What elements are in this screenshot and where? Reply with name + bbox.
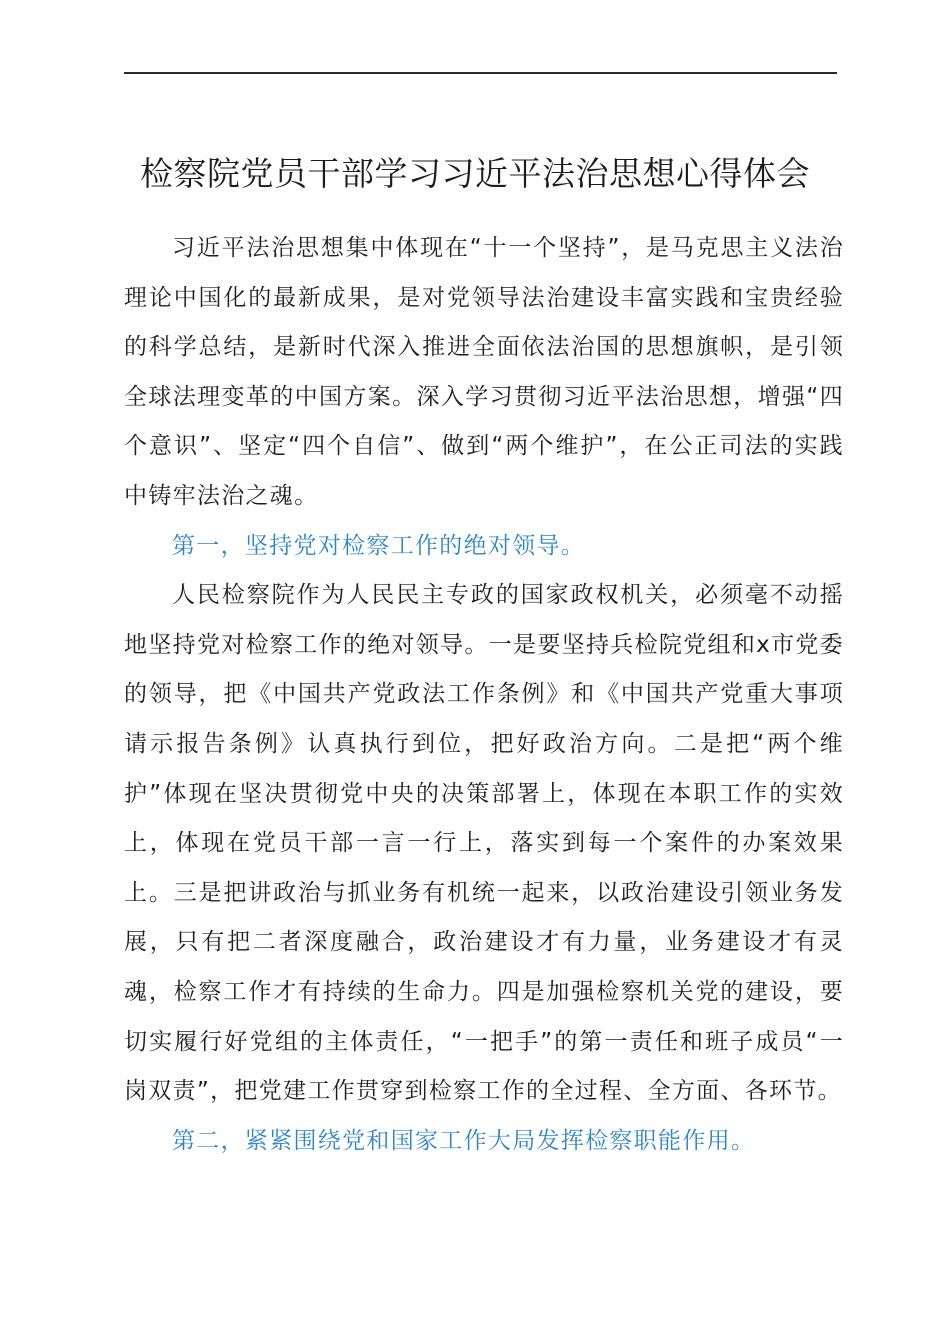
document-body [124, 224, 844, 1166]
header-rule [124, 72, 837, 74]
section-heading-first: 第一，坚持党对检察工作的绝对领导。 [172, 532, 586, 559]
section-paragraph-first: 人民检察院作为人民民主专政的国家政权机关，必须毫不动摇地坚持党对检察工作的绝对领导。一是要坚持兵检院党组和x市党委的领导，把《中国共产党政法工作条例》和《中国共产党重大事项请示报告条例》认真执行到位，把好政治方向。二是把“两个维护”体现在坚决贯彻党中央的决策部署上，体现在本职工作的实效上，体现在党员干部一言一行上，落实到每一个案件的办案效果上。三是把讲政治与抓业务有机统一起来，以政治建设引领业务发展，只有把二者深度融合，政治建设才有力量，业务建设才有灵魂，检察工作才有持续的生命力。四是加强检察机关党的建设，要切实履行好党组的主体责任，“一把手”的第一责任和班子成员“一岗双责”，把党建工作贯穿到检察工作的全过程、全方面、各环节。 [124, 582, 844, 1105]
section-heading-second: 第二，紧紧围绕党和国家工作大局发挥检察职能作用。 [172, 1127, 756, 1154]
document-title: 检察院党员干部学习习近平法治思想心得体会 [140, 154, 810, 193]
intro-paragraph: 习近平法治思想集中体现在“十一个坚持”，是马克思主义法治理论中国化的最新成果，是对党领导法治建设丰富实践和宝贵经验的科学总结，是新时代深入推进全面依法治国的思想旗帜，是引领全球法理变革的中国方案。深入学习贯彻习近平法治思想，增强“四个意识”、坚定“四个自信”、做到“两个维护”，在公正司法的实践中铸牢法治之魂。 [124, 235, 844, 509]
